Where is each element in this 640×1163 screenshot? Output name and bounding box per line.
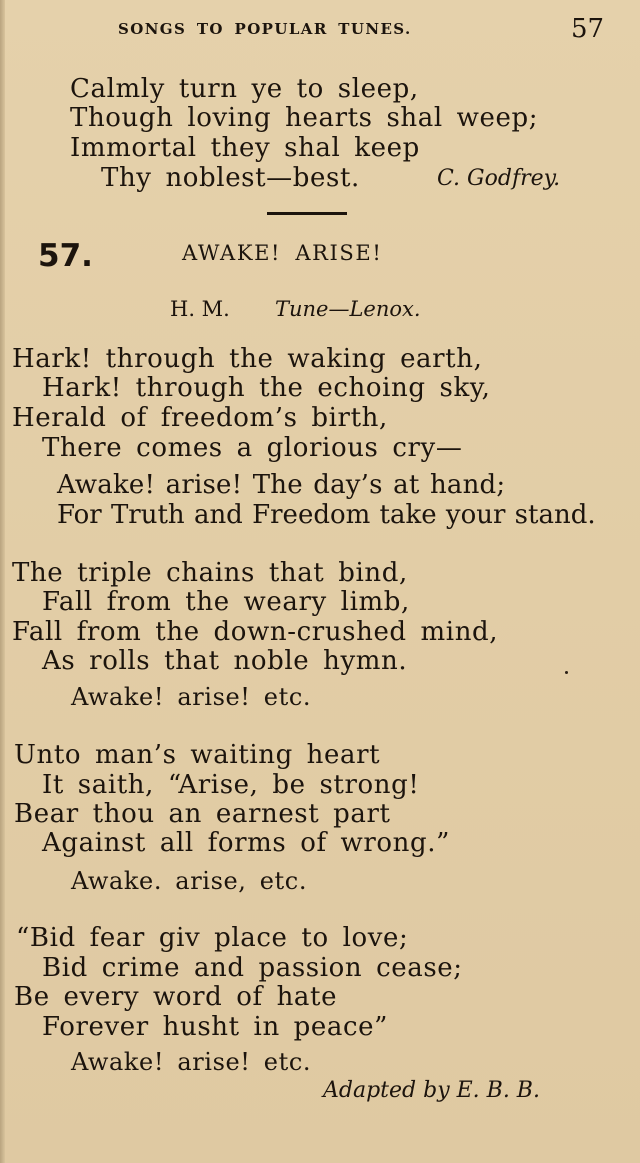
refrain-line: For Truth and Freedom take your stand.: [57, 500, 596, 530]
verse-line: Though loving hearts shal weep;: [70, 103, 539, 133]
verse-line: Thy noblest—best.: [101, 163, 360, 193]
verse-line: Against all forms of wrong.”: [42, 828, 451, 858]
running-header: SONGS TO POPULAR TUNES.: [118, 20, 412, 38]
verse-line: Immortal they shal keep: [70, 133, 420, 163]
page-edge-shadow: [0, 0, 5, 1163]
verse-line: Be every word of hate: [14, 982, 338, 1012]
verse-line: “Bid fear giv place to love;: [16, 923, 409, 953]
hymn-attribution: Adapted by E. B. B.: [323, 1078, 540, 1103]
hymn-number: 57.: [38, 238, 93, 274]
page-number: 57: [571, 14, 605, 44]
verse-line: There comes a glorious cry—: [42, 433, 463, 463]
refrain-line: Awake! arise! etc.: [71, 683, 312, 711]
verse-line: As rolls that noble hymn.: [42, 646, 408, 676]
refrain-line: Awake. arise, etc.: [71, 867, 308, 895]
verse-line: Fall from the weary limb,: [42, 587, 410, 617]
section-divider: [267, 212, 347, 215]
verse-line: It saith, “Arise, be strong!: [42, 770, 420, 800]
verse-line: Unto man’s waiting heart: [14, 740, 381, 770]
verse-line: Forever husht in peace”: [42, 1012, 389, 1042]
verse-line: The triple chains that bind,: [12, 558, 408, 588]
verse-line: Hark! through the waking earth,: [12, 344, 483, 374]
verse-line: Fall from the down-crushed mind,: [12, 617, 499, 647]
verse-line: Bid crime and passion cease;: [42, 953, 463, 983]
verse-line: Calmly turn ye to sleep,: [70, 74, 419, 104]
verse-line: Bear thou an earnest part: [14, 799, 391, 829]
verse-line: Herald of freedom’s birth,: [12, 403, 388, 433]
refrain-line: Awake! arise! The day’s at hand;: [57, 470, 506, 500]
previous-author: C. Godfrey.: [437, 166, 561, 191]
verse-line: Hark! through the echoing sky,: [42, 373, 491, 403]
hymn-title: AWAKE! ARISE!: [182, 241, 383, 265]
refrain-line: Awake! arise! etc.: [71, 1048, 312, 1076]
hymn-tune: Tune—Lenox.: [275, 297, 421, 321]
ink-speck: [565, 671, 568, 674]
hymn-meter: H. M.: [170, 297, 230, 321]
